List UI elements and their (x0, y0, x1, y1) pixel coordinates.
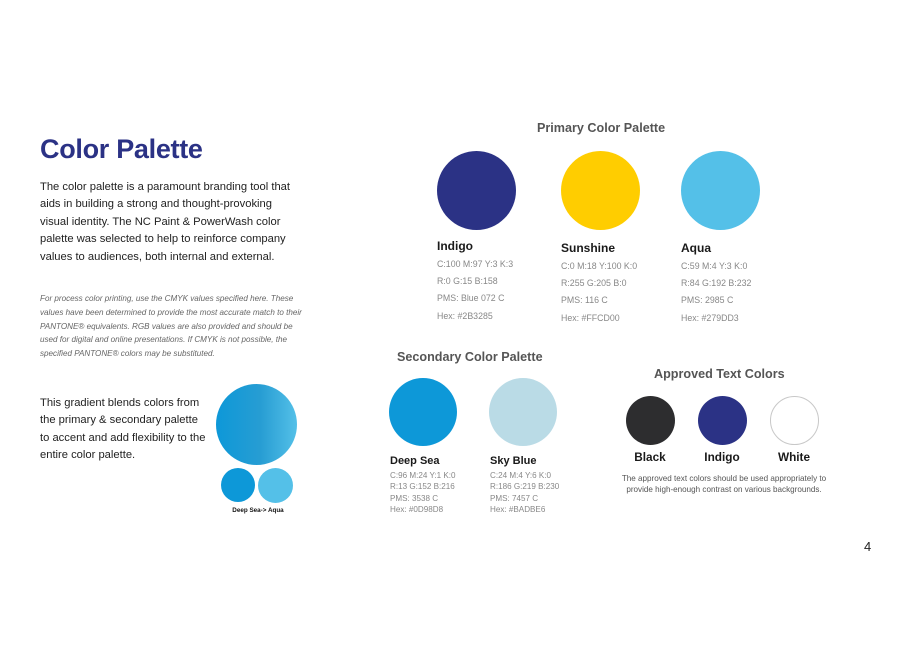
text-colors-note: The approved text colors should be used appropriately to provide high-enough contrast on various backgrounds. (621, 474, 827, 495)
sunshine-pms: PMS: 116 C (561, 295, 608, 306)
sunshine-name: Sunshine (561, 241, 616, 255)
black-name: Black (634, 450, 666, 464)
indigo-rgb: R:0 G:15 B:158 (437, 276, 498, 287)
indigo-pms: PMS: Blue 072 C (437, 293, 505, 304)
aqua-swatch (681, 151, 760, 230)
page-number: 4 (864, 539, 872, 554)
deep-sea-rgb: R:13 G:152 B:216 (390, 482, 455, 492)
deep-sea-hex: Hex: #0D98D8 (390, 505, 444, 515)
sunshine-hex: Hex: #FFCD00 (561, 312, 620, 323)
printing-note: For process color printing, use the CMYK values specified here. These values have been determined to provide the most accurate match to their PANTONE® equivalents. RGB values are also provided and should be used for digital and online presentations. If CMYK is not possible, the specified PANTONE® colors may be substituted. (40, 294, 302, 359)
deep-sea-swatch (389, 378, 457, 446)
primary-palette-title: Primary Color Palette (537, 121, 666, 135)
indigo-name: Indigo (437, 239, 473, 253)
indigo-specs (437, 256, 513, 325)
white-swatch (770, 396, 819, 445)
sunshine-swatch (561, 151, 640, 230)
white-name: White (777, 450, 811, 464)
sky-blue-pms: PMS: 7457 C (490, 493, 539, 503)
gradient-swatch (216, 384, 297, 465)
deep-sea-pms: PMS: 3538 C (390, 493, 439, 503)
deep-sea-swatch-small (221, 468, 255, 502)
gradient-description: This gradient blends colors from the primary & secondary palette to accent and add flexibility to the entire color palette. (40, 397, 206, 462)
aqua-rgb: R:84 G:192 B:232 (681, 278, 752, 289)
indigo-swatch (437, 151, 516, 230)
sunshine-cmyk: C:0 M:18 Y:100 K:0 (561, 261, 638, 271)
aqua-cmyk: C:59 M:4 Y:3 K:0 (681, 261, 748, 271)
indigo-text-swatch (698, 396, 747, 445)
sky-blue-swatch (489, 378, 557, 446)
gradient-label: Deep Sea-> Aqua (232, 507, 284, 514)
deep-sea-name: Deep Sea (390, 455, 440, 467)
deep-sea-specs (390, 470, 456, 516)
aqua-pms: PMS: 2985 C (681, 295, 734, 306)
text-colors-title: Approved Text Colors (654, 367, 785, 381)
sky-blue-rgb: R:186 G:219 B:230 (490, 482, 560, 492)
sky-blue-name: Sky Blue (490, 455, 537, 467)
black-swatch (626, 396, 675, 445)
sky-blue-specs (490, 470, 559, 516)
aqua-swatch-small (258, 468, 293, 503)
intro-paragraph: The color palette is a paramount branding tool that aids in building a strong and thought-provoking visual identity. The NC Paint & PowerWash color palette was selected to help to reinforce company values to audiences, both internal and external. (40, 181, 291, 263)
aqua-name: Aqua (681, 241, 711, 255)
indigo-text-name: Indigo (704, 450, 740, 464)
aqua-specs (681, 258, 751, 327)
sunshine-rgb: R:255 G:205 B:0 (561, 278, 627, 289)
secondary-palette-title: Secondary Color Palette (397, 350, 543, 364)
aqua-hex: Hex: #279DD3 (681, 312, 739, 323)
page-title: Color Palette (40, 134, 203, 164)
deep-sea-cmyk: C:96 M:24 Y:1 K:0 (390, 471, 456, 480)
sky-blue-cmyk: C:24 M:4 Y:6 K:0 (490, 471, 552, 480)
indigo-cmyk: C:100 M:97 Y:3 K:3 (437, 259, 514, 269)
sky-blue-hex: Hex: #BADBE6 (490, 505, 546, 515)
indigo-hex: Hex: #2B3285 (437, 310, 493, 321)
sunshine-specs (561, 258, 637, 327)
